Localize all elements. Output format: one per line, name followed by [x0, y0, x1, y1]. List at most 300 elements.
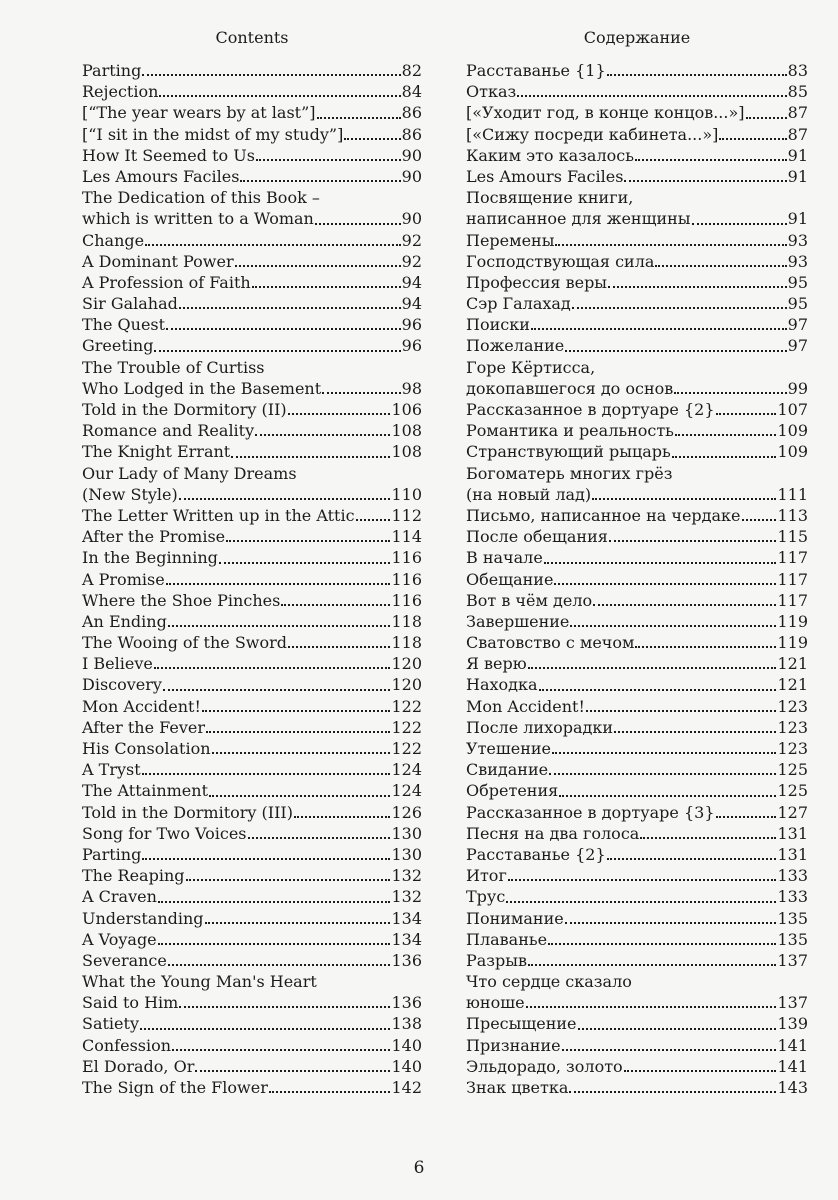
- dot-leader: [158, 943, 391, 945]
- toc-entry: [466, 802, 808, 823]
- dot-leader: [140, 1028, 390, 1030]
- dot-leader: [142, 74, 400, 76]
- toc-entry-page: 135: [777, 929, 808, 949]
- toc-entry-title: Пожелание: [466, 336, 565, 356]
- dot-leader: [219, 562, 391, 564]
- toc-entry-title: Разрыв: [466, 950, 528, 970]
- dot-leader: [158, 901, 391, 903]
- toc-entry: [466, 632, 808, 653]
- dot-leader: [555, 244, 786, 246]
- dot-leader: [716, 413, 777, 415]
- toc-entry-page: 134: [391, 908, 422, 928]
- toc-entry-title: Расставанье {2}: [466, 844, 606, 864]
- toc-entry-title: Обещание: [466, 569, 554, 589]
- toc-entry-title: Satiety: [82, 1014, 139, 1034]
- toc-entry-title: написанное для женщины: [466, 209, 691, 229]
- dot-leader: [288, 413, 391, 415]
- toc-entry: [466, 505, 808, 526]
- dot-leader: [528, 964, 776, 966]
- toc-entry-page: 91: [787, 166, 808, 186]
- toc-entry-page: 90: [401, 166, 422, 186]
- toc-entry-title: Greeting: [82, 336, 154, 356]
- toc-entry-page: 95: [787, 294, 808, 314]
- toc-entry: [82, 696, 422, 717]
- dot-leader: [565, 350, 786, 352]
- dot-leader: [288, 646, 390, 648]
- toc-entry-page: 139: [777, 1014, 808, 1034]
- toc-entry-page: 107: [777, 400, 808, 419]
- toc-entry-title: Трус: [466, 887, 506, 907]
- dot-leader: [692, 223, 787, 225]
- dot-leader: [570, 625, 776, 627]
- toc-entry-page: 116: [391, 569, 422, 589]
- toc-entry-title: Находка: [466, 675, 538, 695]
- toc-entry-title: Rejection: [82, 82, 159, 102]
- dot-leader: [205, 922, 391, 924]
- toc-entry-page: 118: [391, 633, 422, 653]
- dot-leader: [168, 964, 391, 966]
- toc-entry-page: 117: [777, 569, 808, 589]
- toc-entry-title: Странствующий рыцарь: [466, 442, 671, 462]
- toc-entry-page: 122: [391, 696, 422, 716]
- toc-entry-page: 131: [777, 823, 808, 843]
- toc-entry: [466, 399, 808, 420]
- toc-entry: [466, 759, 808, 780]
- toc-entry: [82, 971, 422, 992]
- dot-leader: [202, 710, 391, 712]
- toc-entry-title: Parting: [82, 844, 142, 864]
- toc-entry: [82, 335, 422, 356]
- toc-entry: [82, 886, 422, 907]
- toc-entry-title: which is written to a Woman: [82, 209, 314, 229]
- toc-entry-page: 142: [391, 1078, 422, 1097]
- dot-leader: [716, 816, 777, 818]
- dot-leader: [675, 434, 777, 436]
- toc-entry: [82, 505, 422, 526]
- toc-entry-title: Господствующая сила: [466, 251, 655, 271]
- toc-entry: [82, 208, 422, 229]
- toc-entry: [466, 441, 808, 462]
- toc-entry: [82, 357, 422, 378]
- toc-entry: [82, 717, 422, 738]
- toc-entry: [466, 696, 808, 717]
- toc-entry: [82, 526, 422, 547]
- toc-entry: [466, 653, 808, 674]
- dot-leader: [746, 117, 787, 119]
- toc-entry-title: [“I sit in the midst of my study”]: [82, 124, 344, 144]
- toc-entry-title: Расставанье {1}: [466, 61, 606, 80]
- toc-entry: [466, 81, 808, 102]
- toc-entry: [82, 81, 422, 102]
- dot-leader: [317, 117, 401, 119]
- toc-entry: [82, 590, 422, 611]
- toc-entry: [466, 102, 808, 123]
- toc-entry-page: 99: [787, 378, 808, 398]
- dot-leader: [256, 159, 401, 161]
- toc-entry-page: 96: [401, 315, 422, 335]
- toc-entry-page: 97: [787, 315, 808, 335]
- toc-entry-title: A Promise: [82, 569, 165, 589]
- toc-entry-page: 109: [777, 421, 808, 441]
- toc-entry: [82, 378, 422, 399]
- dot-leader: [163, 689, 391, 691]
- toc-entry: [82, 187, 422, 208]
- toc-entry: [82, 823, 422, 844]
- toc-entry-title: Завершение: [466, 611, 570, 631]
- toc-entry-title: Отказ: [466, 82, 517, 102]
- dot-leader: [294, 816, 390, 818]
- page-number: 6: [413, 1158, 425, 1178]
- toc-entry-page: 130: [391, 823, 422, 843]
- toc-entry-page: 131: [777, 844, 808, 864]
- dot-leader: [539, 689, 777, 691]
- toc-entry-title: Told in the Dormitory (III): [82, 802, 293, 822]
- toc-entry: [466, 823, 808, 844]
- toc-entry-page: 136: [391, 950, 422, 970]
- toc-entry: [466, 208, 808, 229]
- dot-leader: [269, 1091, 391, 1093]
- toc-entry-page: 111: [777, 484, 808, 504]
- toc-entry-page: 125: [777, 781, 808, 801]
- dot-leader: [531, 328, 787, 330]
- toc-entry-title: The Sign of the Flower: [82, 1078, 268, 1097]
- toc-entry: [82, 463, 422, 484]
- toc-entry: [466, 230, 808, 251]
- dot-leader: [508, 879, 777, 881]
- dot-leader: [586, 710, 777, 712]
- toc-entry: [82, 230, 422, 251]
- toc-entry-title: Said to Him: [82, 993, 179, 1013]
- toc-entry-title: Профессия веры: [466, 272, 608, 292]
- toc-entry: [466, 420, 808, 441]
- dot-leader: [719, 138, 786, 140]
- toc-entry-page: 93: [787, 251, 808, 271]
- toc-entry-title: A Craven: [82, 887, 157, 907]
- toc-entry-title: The Trouble of Curtiss: [82, 357, 265, 377]
- soderzhanie-heading: Содержание: [583, 28, 691, 47]
- toc-entry-page: 115: [777, 527, 808, 547]
- toc-entry-page: 122: [391, 717, 422, 737]
- toc-entry-page: 98: [401, 378, 422, 398]
- dot-leader: [559, 795, 776, 797]
- dot-leader: [154, 350, 400, 352]
- toc-entry-title: A Profession of Faith: [82, 272, 251, 292]
- toc-entry-title: A Tryst: [82, 760, 141, 780]
- toc-entry: [466, 929, 808, 950]
- dot-leader: [578, 1028, 777, 1030]
- dot-leader: [674, 392, 786, 394]
- toc-entry-page: 110: [391, 484, 422, 504]
- soderzhanie-column: [466, 20, 808, 1098]
- toc-entry-title: A Voyage: [82, 929, 157, 949]
- toc-entry-page: 113: [777, 505, 808, 525]
- toc-entry-page: 108: [391, 442, 422, 462]
- dot-leader: [517, 95, 786, 97]
- toc-entry: [466, 674, 808, 695]
- toc-entry: [466, 526, 808, 547]
- toc-entry-title: Пресыщение: [466, 1014, 577, 1034]
- toc-entry-page: 130: [391, 844, 422, 864]
- toc-entry-page: 124: [391, 760, 422, 780]
- toc-entry-title: Эльдорадо, золото: [466, 1056, 623, 1076]
- toc-entry: [82, 166, 422, 187]
- toc-entry-page: 133: [777, 887, 808, 907]
- toc-entry-title: The Quest: [82, 315, 166, 335]
- toc-entry: [466, 992, 808, 1013]
- toc-entry-page: 94: [401, 272, 422, 292]
- toc-entry-title: Understanding: [82, 908, 204, 928]
- dot-leader: [565, 922, 777, 924]
- toc-entry: [466, 844, 808, 865]
- contents-column: [82, 20, 422, 1098]
- toc-entry: [82, 632, 422, 653]
- toc-entry: [82, 992, 422, 1013]
- toc-entry: [82, 844, 422, 865]
- dot-leader: [544, 562, 777, 564]
- toc-entry: [466, 950, 808, 971]
- toc-entry-page: 117: [777, 590, 808, 610]
- toc-entry-page: 87: [787, 103, 808, 123]
- dot-leader: [569, 1091, 776, 1093]
- toc-entry-title: докопавшегося до основ: [466, 378, 674, 398]
- toc-entry-title: Our Lady of Many Dreams: [82, 463, 297, 483]
- toc-entry-page: 83: [787, 61, 808, 80]
- toc-entry-page: 120: [391, 654, 422, 674]
- toc-entry: [466, 780, 808, 801]
- toc-entry-title: The Reaping: [82, 866, 185, 886]
- dot-leader: [552, 752, 776, 754]
- toc-entry-title: Обретения: [466, 781, 559, 801]
- toc-entry-title: An Ending: [82, 611, 167, 631]
- toc-entry-title: Вот в чём дело: [466, 590, 593, 610]
- dot-leader: [209, 795, 390, 797]
- dot-leader: [607, 858, 777, 860]
- dot-leader: [212, 752, 391, 754]
- toc-entry: [466, 60, 808, 81]
- toc-entry-title: Romance and Reality: [82, 421, 255, 441]
- toc-entry-page: 91: [787, 145, 808, 165]
- toc-entry-page: 140: [391, 1035, 422, 1055]
- toc-entry: [82, 399, 422, 420]
- dot-leader: [168, 625, 391, 627]
- toc-entry-title: Каким это казалось: [466, 145, 634, 165]
- toc-entry-title: Сэр Галахад: [466, 294, 571, 314]
- toc-entry-page: 96: [401, 336, 422, 356]
- toc-entry-page: 132: [391, 866, 422, 886]
- toc-entry: [466, 611, 808, 632]
- toc-entry-title: Discovery: [82, 675, 162, 695]
- toc-entry: [466, 886, 808, 907]
- contents-heading: Contents: [215, 28, 289, 47]
- toc-entry-page: 87: [787, 124, 808, 144]
- toc-entry-title: Mon Accident!: [466, 696, 585, 716]
- dot-leader: [179, 307, 401, 309]
- toc-entry-page: 112: [391, 505, 422, 525]
- dot-leader: [154, 667, 391, 669]
- toc-entry: [466, 1077, 808, 1098]
- toc-entry: [466, 717, 808, 738]
- toc-entry-title: A Dominant Power: [82, 251, 234, 271]
- toc-entry-page: 135: [777, 908, 808, 928]
- dot-leader: [624, 1070, 777, 1072]
- toc-entry: [466, 314, 808, 335]
- dot-leader: [548, 943, 776, 945]
- toc-entry-title: The Letter Written up in the Attic: [82, 505, 355, 525]
- dot-leader: [562, 1049, 777, 1051]
- toc-entry-page: 123: [777, 739, 808, 758]
- toc-entry-page: 123: [777, 717, 808, 737]
- toc-entry-page: 84: [401, 82, 422, 102]
- dot-leader: [635, 159, 787, 161]
- toc-entry-title: The Dedication of this Book –: [82, 188, 320, 208]
- dot-leader: [248, 837, 391, 839]
- toc-entry-title: The Attainment: [82, 781, 208, 801]
- toc-entry-title: Severance: [82, 950, 167, 970]
- toc-entry-title: Parting: [82, 61, 142, 80]
- toc-entry: [82, 1056, 422, 1077]
- toc-entry-title: Знак цветка: [466, 1078, 569, 1097]
- dot-leader: [526, 1006, 777, 1008]
- dot-leader: [624, 180, 786, 182]
- toc-entry: [82, 908, 422, 929]
- toc-entry-title: Богоматерь многих грёз: [466, 463, 673, 483]
- toc-entry: [466, 293, 808, 314]
- dot-leader: [179, 1006, 390, 1008]
- toc-entry-title: Признание: [466, 1035, 561, 1055]
- dot-leader: [195, 1070, 390, 1072]
- dot-leader: [640, 837, 776, 839]
- toc-entry: [82, 124, 422, 145]
- toc-entry-title: [«Уходит год, в конце концов...»]: [466, 103, 745, 123]
- dot-leader: [315, 223, 401, 225]
- toc-entry-title: After the Fever: [82, 717, 205, 737]
- toc-entry: [466, 463, 808, 484]
- toc-entry-page: 82: [401, 61, 422, 80]
- toc-entry-title: What the Young Man's Heart: [82, 972, 317, 992]
- toc-entry: [466, 272, 808, 293]
- toc-entry-page: 97: [787, 336, 808, 356]
- toc-entry: [82, 420, 422, 441]
- toc-entry: [82, 1035, 422, 1056]
- toc-entry-page: 109: [777, 442, 808, 462]
- dot-leader: [142, 858, 390, 860]
- toc-entry-title: После обещания: [466, 527, 608, 547]
- toc-entry-title: (New Style): [82, 484, 178, 504]
- toc-entry: [82, 251, 422, 272]
- dot-leader: [179, 498, 391, 500]
- dot-leader: [206, 731, 390, 733]
- toc-entry-title: How It Seemed to Us: [82, 145, 255, 165]
- dot-leader: [231, 456, 390, 458]
- dot-leader: [554, 583, 776, 585]
- dot-leader: [235, 265, 401, 267]
- toc-entry-page: 125: [777, 760, 808, 780]
- toc-entry: [466, 738, 808, 759]
- dot-leader: [607, 74, 787, 76]
- toc-entry-page: 137: [777, 993, 808, 1013]
- dot-leader: [344, 138, 400, 140]
- toc-entry-title: Посвящение книги,: [466, 188, 634, 208]
- toc-entry: [82, 780, 422, 801]
- toc-entry: [82, 653, 422, 674]
- dot-leader: [166, 583, 391, 585]
- toc-entry: [82, 102, 422, 123]
- dot-leader: [166, 328, 401, 330]
- toc-entry: [82, 293, 422, 314]
- toc-entry-title: юноше: [466, 993, 525, 1013]
- toc-entry-page: 116: [391, 548, 422, 568]
- toc-entry-title: Понимание: [466, 908, 564, 928]
- toc-entry-title: After the Promise: [82, 527, 226, 547]
- dot-leader: [255, 434, 390, 436]
- toc-entry-page: 91: [787, 209, 808, 229]
- toc-entry: [82, 569, 422, 590]
- toc-entry-page: 143: [777, 1078, 808, 1097]
- toc-entry-title: El Dorado, Or: [82, 1056, 195, 1076]
- toc-entry-title: Les Amours Faciles: [466, 166, 624, 186]
- toc-entry-title: [“The year wears by at last”]: [82, 103, 316, 123]
- toc-entry: [466, 251, 808, 272]
- toc-entry-page: 121: [777, 675, 808, 695]
- toc-entry-page: 137: [777, 950, 808, 970]
- toc-entry: [82, 611, 422, 632]
- toc-entry-title: Рассказанное в дортуаре {2}: [466, 400, 715, 419]
- toc-entry: [82, 802, 422, 823]
- toc-entry-title: Who Lodged in the Basement: [82, 378, 322, 398]
- toc-entry-title: Les Amours Faciles: [82, 166, 240, 186]
- toc-entry-title: Утешение: [466, 739, 552, 758]
- toc-entry-title: I Believe: [82, 654, 153, 674]
- toc-entry-page: 118: [391, 611, 422, 631]
- dot-leader: [226, 540, 390, 542]
- toc-entry: [82, 60, 422, 81]
- toc-entry: [466, 187, 808, 208]
- toc-entry-page: 121: [777, 654, 808, 674]
- toc-entry: [466, 1013, 808, 1034]
- toc-entry-page: 120: [391, 675, 422, 695]
- toc-entry: [466, 971, 808, 992]
- toc-entry-page: 140: [391, 1056, 422, 1076]
- toc-entry-title: In the Beginning: [82, 548, 218, 568]
- toc-entry-title: (на новый лад): [466, 484, 592, 504]
- toc-entry-page: 93: [787, 230, 808, 250]
- toc-entry-title: Плаванье: [466, 929, 548, 949]
- dot-leader: [145, 244, 401, 246]
- toc-entry: [466, 145, 808, 166]
- dot-leader: [506, 901, 776, 903]
- dot-leader: [322, 392, 400, 394]
- dot-leader: [142, 773, 391, 775]
- toc-entry-title: Sir Galahad: [82, 294, 178, 314]
- dot-leader: [528, 667, 777, 669]
- toc-entry-title: В начале: [466, 548, 543, 568]
- dot-leader: [592, 498, 776, 500]
- toc-entry-page: 122: [391, 739, 422, 758]
- toc-entry-page: 90: [401, 145, 422, 165]
- toc-entry: [82, 441, 422, 462]
- toc-entry: [82, 759, 422, 780]
- toc-entry-page: 124: [391, 781, 422, 801]
- toc-entry-title: Told in the Dormitory (II): [82, 400, 287, 419]
- toc-entry-title: Горе Кёртисса,: [466, 357, 596, 377]
- toc-entry: [82, 484, 422, 505]
- toc-entry: [82, 950, 422, 971]
- toc-entry: [466, 547, 808, 568]
- toc-entry-title: Change: [82, 230, 145, 250]
- toc-entry-page: 86: [401, 103, 422, 123]
- toc-entry: [82, 1077, 422, 1098]
- toc-entry-title: The Knight Errant: [82, 442, 231, 462]
